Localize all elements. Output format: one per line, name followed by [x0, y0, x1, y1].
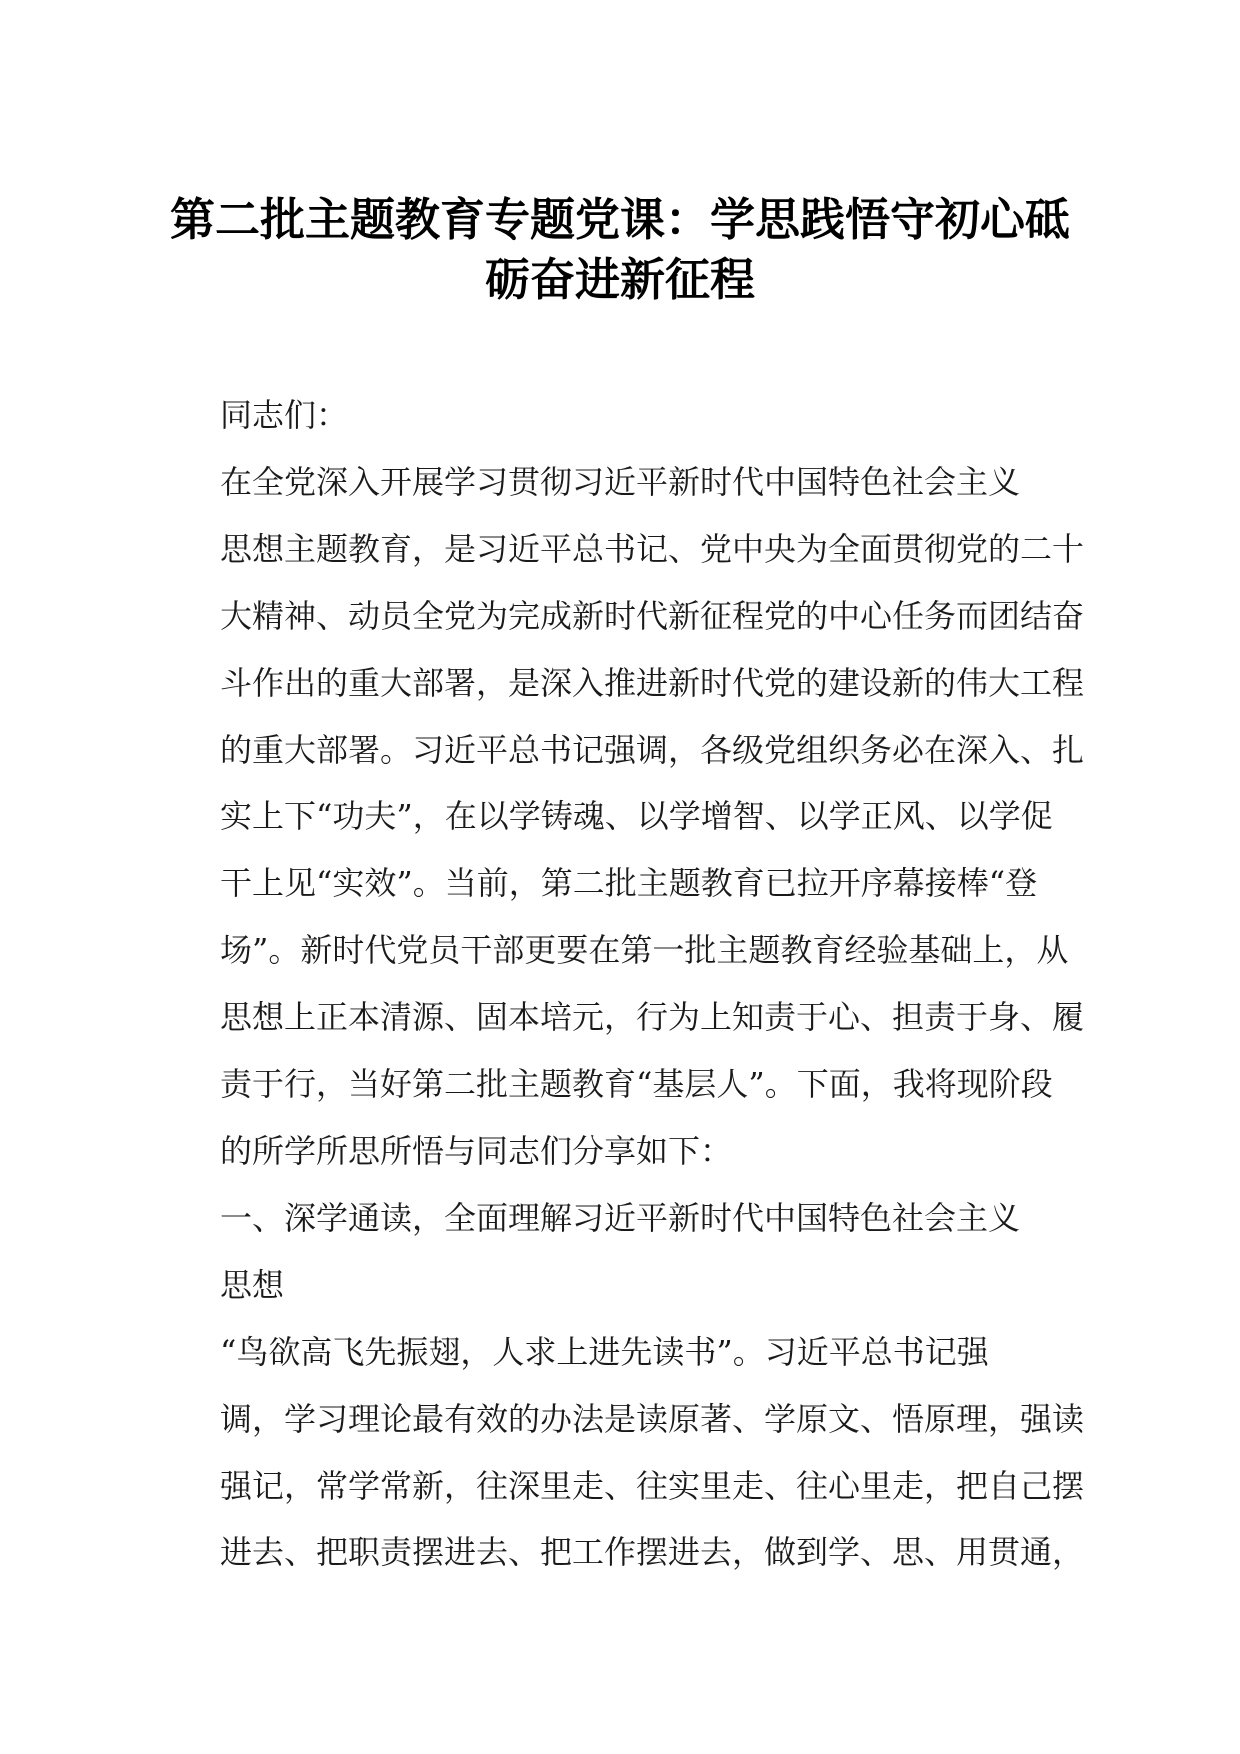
text-line: 进去、把职责摆进去、把工作摆进去，做到学、思、用贯通， — [220, 1533, 1085, 1572]
heading-line: 思想 — [220, 1265, 285, 1304]
text-line: 强记，常学常新，往深里走、往实里走、往心里走，把自己摆 — [220, 1466, 1085, 1505]
salutation: 同志们： — [220, 396, 349, 434]
text-line: 思想上正本清源、固本培元，行为上知责于心、担责于身、履 — [220, 998, 1085, 1037]
heading-line: 一、深学通读，全面理解习近平新时代中国特色社会主义 — [220, 1198, 1021, 1237]
text-line: 的重大部署。习近平总书记强调，各级党组织务必在深入、扎 — [220, 730, 1085, 769]
text-line: 大精神、动员全党为完成新时代新征程党的中心任务而团结奋 — [220, 596, 1085, 635]
document-title — [150, 190, 1090, 310]
title-line-2: 砺奋进新征程 — [484, 253, 755, 306]
text-line: “鸟欲高飞先振翅，人求上进先读书”。习近平总书记强 — [220, 1332, 989, 1371]
text-line: 在全党深入开展学习贯彻习近平新时代中国特色社会主义 — [220, 462, 1021, 501]
text-line: 责于行，当好第二批主题教育“基层人”。下面，我将现阶段 — [220, 1065, 1053, 1104]
section-one-paragraph — [156, 1319, 1085, 1587]
title-line-1: 第二批主题教育专题党课：学思践悟守初心砥 — [169, 193, 1070, 246]
text-line: 实上下“功夫”，在以学铸魂、以学增智、以学正风、以学促 — [220, 797, 1053, 836]
document-body — [156, 382, 1085, 1586]
text-line: 的所学所思所悟与同志们分享如下： — [220, 1131, 733, 1170]
text-line: 干上见“实效”。当前，第二批主题教育已拉开序幕接棒“登 — [220, 864, 1038, 903]
intro-paragraph — [156, 449, 1085, 1185]
text-line: 调，学习理论最有效的办法是读原著、学原文、悟原理，强读 — [220, 1399, 1085, 1438]
section-one-heading — [156, 1185, 1076, 1319]
text-line: 思想主题教育，是习近平总书记、党中央为全面贯彻党的二十 — [220, 529, 1085, 568]
text-line: 场”。新时代党员干部更要在第一批主题教育经验基础上，从 — [220, 931, 1069, 970]
text-line: 斗作出的重大部署，是深入推进新时代党的建设新的伟大工程 — [220, 663, 1085, 702]
